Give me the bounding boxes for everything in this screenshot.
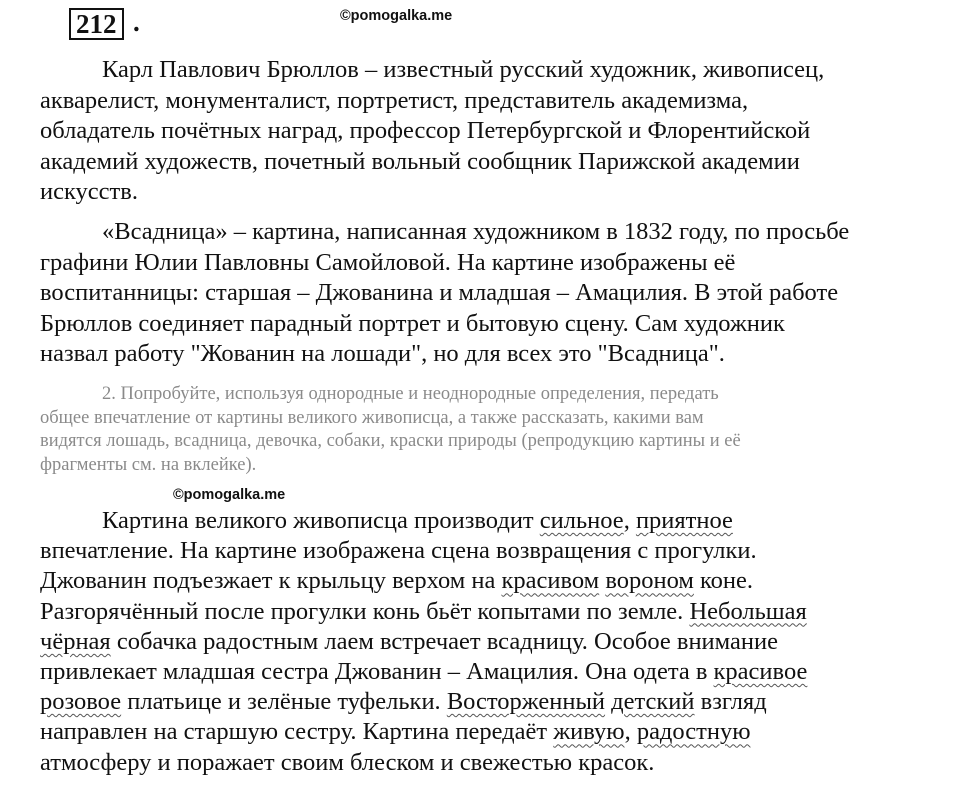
underlined-adjective: красивом [501, 567, 600, 595]
text-segment: Карл Павлович Брюллов – известный русский художник, живописец, [102, 56, 825, 83]
text-line: обладатель почётных наград, профессор Петербургской и Флорентийской [40, 117, 811, 144]
task-line [40, 383, 920, 407]
task-line: видятся лошадь, всадница, девочка, собаки, краски природы (репродукцию картины и её [40, 431, 741, 451]
task-line: общее впечатление от картины великого живописца, а также рассказать, какими вам [40, 407, 704, 428]
text-segment: направлен на старшую сестру. Картина передаёт [40, 718, 554, 746]
text-line: назвал работу "Жованин на лошади", но для всех это "Всадница". [40, 340, 725, 367]
underlined-adjective: радостную [636, 718, 751, 746]
text-line [40, 657, 945, 687]
text-line: академий художеств, почетный вольный сообщник Парижской академии [40, 147, 800, 175]
text-segment: взгляд [694, 688, 767, 716]
text-line [40, 597, 945, 627]
task-instruction [40, 383, 920, 477]
text-line: воспитанницы: старшая – Джованина и младшая – Амацилия. В этой работе [40, 279, 839, 306]
text-segment: 2. Попробуйте, используя однородные и неоднородные определения, передать [102, 384, 719, 404]
text-line: впечатление. На картине изображена сцена возвращения с прогулки. [40, 537, 757, 565]
watermark-middle: ©pomogalka.me [173, 487, 286, 503]
text-line [40, 217, 945, 248]
text-segment: собачка радостным лаем встречает всадницу. Особое внимание [110, 627, 778, 655]
exercise-number: 212 [76, 9, 117, 39]
text-segment: «Всадница» – картина, написанная художником в 1832 году, по просьбе [102, 218, 850, 245]
underlined-adjective: детский [611, 688, 695, 716]
watermark-top: ©pomogalka.me [340, 8, 453, 24]
text-segment: Разгорячённый после прогулки конь бьёт копытами по земле. [40, 597, 690, 625]
text-line [40, 687, 945, 717]
text-line: акварелист, монументалист, портретист, представитель академизма, [40, 86, 749, 114]
underlined-adjective: вороном [605, 567, 694, 595]
text-segment: привлекает младшая сестра Джованин – Амацилия. Она одета в [40, 658, 714, 686]
text-segment: Джованин подъезжает к крыльцу верхом на [40, 567, 502, 595]
text-segment: , [623, 507, 636, 534]
exercise-number-dot: . [133, 7, 140, 37]
text-line [40, 717, 945, 747]
paragraph-essay-answer [40, 506, 945, 778]
text-line [40, 506, 945, 536]
text-line [40, 566, 945, 596]
paragraph-vsadnitsa-history [40, 217, 945, 370]
underlined-adjective: розовое [40, 688, 122, 716]
underlined-adjective: Небольшая [689, 597, 807, 625]
text-segment: , [624, 718, 637, 746]
text-line [40, 55, 945, 86]
underlined-adjective: сильное [539, 507, 624, 534]
text-segment: платьице и зелёные туфельки. [121, 688, 447, 716]
exercise-number-box [69, 8, 124, 40]
text-segment: коне. [693, 567, 754, 595]
text-line: графини Юлии Павловны Самойловой. На картине изображены её [40, 248, 736, 276]
text-segment: Картина великого живописца производит [102, 507, 540, 534]
underlined-adjective: красивое [713, 658, 808, 686]
underlined-adjective: живую [553, 718, 625, 746]
paragraph-bryullov-bio [40, 55, 945, 208]
task-line: фрагменты см. на вклейке). [40, 454, 257, 475]
text-line: атмосферу и поражает своим блеском и свежестью красок. [40, 748, 655, 776]
underlined-adjective: приятное [635, 507, 733, 534]
text-line [40, 627, 945, 657]
underlined-adjective: Восторженный [446, 688, 606, 716]
underlined-adjective: чёрная [40, 627, 111, 655]
text-line: искусств. [40, 178, 138, 205]
text-line: Брюллов соединяет парадный портрет и бытовую сцену. Сам художник [40, 309, 785, 337]
